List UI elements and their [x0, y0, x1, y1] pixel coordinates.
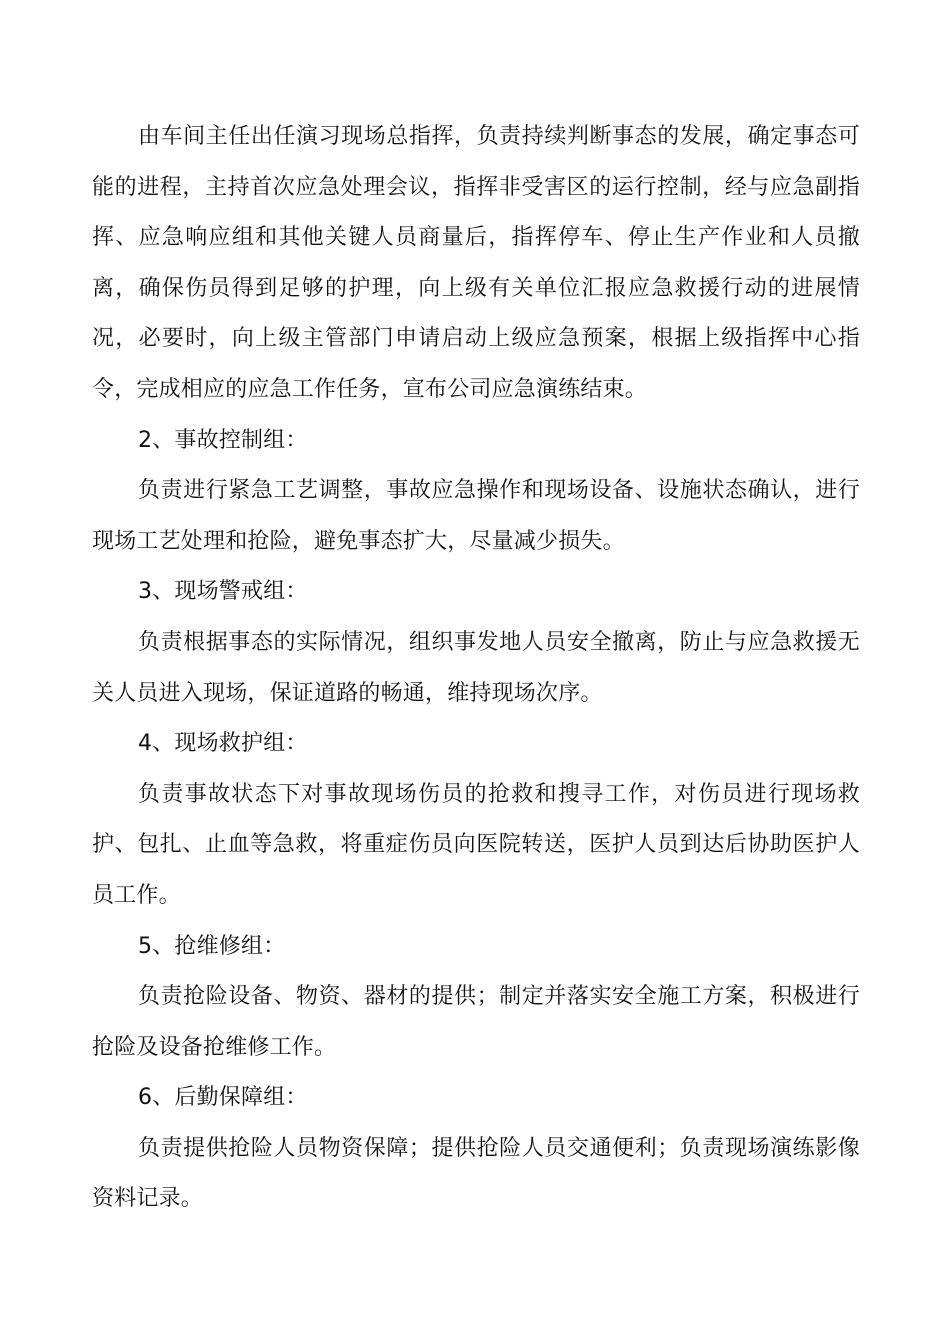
- accident-control-paragraph: 负责进行紧急工艺调整，事故应急操作和现场设备、设施状态确认，进行现场工艺处理和抢险，避免事态扩大，尽量减少损失。: [92, 478, 860, 554]
- site-rescue-paragraph: 负责事故状态下对事故现场伤员的抢救和搜寻工作，对伤员进行现场救护、包扎、止血等急救，将重症伤员向医院转送，医护人员到达后协助医护人员工作。: [92, 781, 860, 908]
- section-heading-site-rescue: 4、现场救护组：: [138, 731, 308, 757]
- repair-paragraph: 负责抢险设备、物资、器材的提供；制定并落实安全施工方案，积极进行抢险及设备抢维修工作。: [92, 984, 860, 1060]
- logistics-paragraph: 负责提供抢险人员物资保障；提供抢险人员交通便利；负责现场演练影像资料记录。: [92, 1135, 860, 1212]
- site-security-paragraph: 负责根据事态的实际情况，组织事发地人员安全撤离，防止与应急救援无关人员进入现场，保证道路的畅通，维持现场次序。: [92, 629, 860, 706]
- section-heading-site-security: 3、现场警戒组：: [138, 579, 308, 605]
- commander-duties-paragraph: 由车间主任出任演习现场总指挥，负责持续判断事态的发展，确定事态可能的进程，主持首次应急处理会议，指挥非受害区的运行控制，经与应急副指挥、应急响应组和其他关键人员商量后，指挥停车、停止生产作业和人员撤离，确保伤员得到足够的护理，向上级有关单位汇报应急救援行动的进展情况，必要时，向上级主管部门申请启动上级应急预案，根据上级指挥中心指令，完成相应的应急工作任务，宣布公司应急演练结束。: [92, 124, 860, 402]
- document-page: [92, 112, 860, 1225]
- section-heading-accident-control: 2、事故控制组：: [138, 427, 308, 453]
- section-heading-logistics: 6、后勤保障组：: [138, 1085, 308, 1111]
- section-heading-repair: 5、抢维修组：: [138, 933, 286, 959]
